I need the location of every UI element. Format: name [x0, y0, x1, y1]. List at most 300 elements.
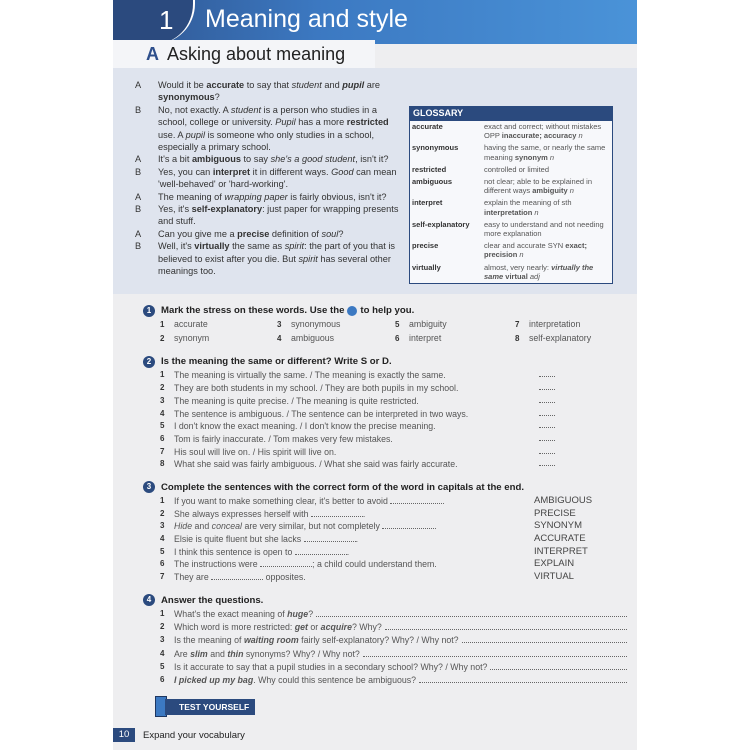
text-run: to say — [240, 154, 271, 165]
dialogue-line — [135, 153, 405, 165]
text-run: exact; precision — [484, 241, 587, 260]
dialogue-line — [135, 79, 405, 104]
exercise-item — [143, 571, 627, 584]
text-run: ambiguity — [532, 186, 568, 196]
word-item — [160, 332, 277, 346]
page-content — [113, 68, 637, 718]
answer-blank[interactable] — [295, 546, 350, 557]
exercise-title: Is the meaning the same or different? Write S or D. — [161, 356, 392, 368]
text-run: huge — [287, 608, 309, 619]
exercise-number: 1 — [143, 305, 155, 317]
item-number: 4 — [277, 333, 282, 343]
text-run: They are — [174, 572, 212, 583]
dialogue-line — [135, 228, 405, 240]
text-run: has several other meanings too. — [158, 253, 391, 277]
answer-blank[interactable] — [539, 369, 555, 377]
exercise-item — [143, 458, 627, 471]
glossary-entry — [410, 262, 612, 283]
word: synonym — [174, 332, 210, 343]
question — [174, 661, 487, 674]
item-number: 3 — [277, 320, 282, 330]
text-run: slim — [190, 648, 208, 659]
text-run: Yes, it's — [158, 204, 192, 215]
text-run: waiting room — [243, 635, 299, 646]
item-number: 1 — [160, 370, 165, 380]
answer-blank[interactable] — [539, 420, 555, 428]
exercise-3 — [143, 480, 627, 584]
sentence-end: . — [362, 508, 366, 519]
sentence — [174, 495, 534, 508]
answer-line[interactable] — [316, 608, 627, 617]
word: interpretation — [529, 319, 581, 330]
sentence — [174, 520, 534, 533]
word-item — [395, 332, 515, 346]
item-number: 4 — [160, 648, 165, 658]
glossary-definition — [484, 263, 610, 281]
item-number: 7 — [515, 320, 520, 330]
answer-line[interactable] — [385, 621, 627, 630]
answer-line[interactable] — [363, 648, 627, 657]
text-run: accurate — [206, 80, 245, 90]
text-run: precise — [237, 228, 270, 239]
text-run: : the part of you that is believed to exist after you die. But — [158, 241, 395, 264]
text-run: What's the exact meaning of — [174, 608, 288, 619]
text-run: explain the meaning of sth — [484, 198, 572, 208]
word-item — [277, 332, 395, 346]
word-item — [395, 318, 515, 332]
answer-blank[interactable] — [539, 433, 555, 441]
answer-line[interactable] — [490, 661, 627, 670]
page-number: 10 — [113, 728, 135, 742]
dialogue-line — [135, 240, 405, 277]
text-run: interpret — [212, 166, 251, 177]
exercise-title: Mark the stress on these words. Use the — [161, 305, 345, 317]
sentence-end: . — [434, 521, 437, 532]
text-run: and — [192, 521, 212, 532]
exercise-item — [143, 634, 627, 647]
capital-word: EXPLAIN — [534, 558, 575, 570]
text-run: I think this sentence is open to — [174, 546, 295, 557]
question — [174, 674, 416, 687]
app-icon — [347, 306, 357, 316]
sentence-end: ; a child could understand them. — [312, 559, 437, 570]
text-run: n — [567, 186, 574, 196]
glossary-definition — [484, 143, 610, 161]
item-number: 5 — [160, 546, 165, 556]
text-run: n — [517, 250, 524, 260]
text-run: Is the meaning of — [174, 635, 244, 646]
sentence-pair: Tom is fairly inaccurate. / Tom makes very few mistakes. — [174, 433, 393, 444]
answer-line[interactable] — [419, 674, 627, 683]
question — [174, 634, 459, 647]
dialogue-line — [135, 166, 405, 191]
exercise-item — [143, 433, 627, 446]
answer-blank[interactable] — [539, 382, 555, 390]
exercise-2 — [143, 354, 627, 471]
sentence-pair: The sentence is ambiguous. / The sentence can be interpreted in two ways. — [174, 408, 469, 419]
glossary-box — [409, 106, 613, 284]
text-run: : just paper for wrapping presents and stuff. — [158, 204, 399, 227]
text-run: ? Why? — [351, 622, 382, 633]
section-letter: A — [146, 44, 159, 64]
text-run: n — [547, 152, 555, 162]
answer-blank[interactable] — [311, 508, 366, 519]
question — [174, 608, 313, 621]
text-run: Hide — [174, 521, 193, 532]
sentence-pair: The meaning is virtually the same. / The meaning is exactly the same. — [174, 370, 446, 381]
text-run: easy to understand and not needing more explanation — [484, 219, 604, 239]
text-run: self-explanatory — [191, 204, 263, 215]
text-run: student — [230, 104, 261, 115]
text-run: soul — [321, 228, 339, 239]
text-run: controlled or limited — [484, 164, 550, 174]
item-number: 6 — [160, 675, 165, 685]
text-run: n — [576, 131, 583, 141]
exercise-item — [143, 369, 627, 382]
text-run: . Why could this sentence be ambiguous? — [253, 675, 417, 686]
dialogue-text — [158, 203, 405, 228]
text-run: Can you give me a — [158, 228, 238, 239]
text-run: synonym — [514, 152, 548, 162]
speaker-label: A — [135, 154, 142, 165]
exercise-item — [143, 408, 627, 421]
sentence-pair: His soul will live on. / His spirit will live on. — [174, 446, 337, 457]
text-run: interpretation — [484, 207, 533, 217]
sentence — [174, 533, 534, 546]
dialogue-line — [135, 104, 405, 154]
text-run: get — [294, 622, 308, 633]
capital-word: PRECISE — [534, 507, 576, 519]
capital-word: AMBIGUOUS — [534, 494, 593, 506]
question — [174, 648, 360, 661]
text-run: Is it accurate to say that a pupil studies in a secondary school? Why? / Why not? — [174, 661, 488, 672]
word-item — [277, 318, 395, 332]
answer-blank[interactable] — [382, 521, 437, 532]
test-yourself — [155, 696, 637, 718]
sentence-pair: They are both students in my school. / They are both pupils in my school. — [174, 383, 459, 394]
text-run: Well, it's — [158, 241, 195, 252]
item-number: 8 — [160, 459, 165, 469]
section-title: Asking about meaning — [167, 44, 346, 64]
exercise-title: Complete the sentences with the correct form of the word in capitals at the end. — [161, 481, 525, 493]
text-run: pupil — [342, 80, 365, 90]
answer-line[interactable] — [462, 634, 627, 643]
exercise-item — [143, 546, 627, 559]
exercise-item — [143, 446, 627, 459]
sentence-end: . — [355, 534, 359, 545]
glossary-definition — [484, 122, 610, 140]
glossary-definition — [484, 177, 610, 195]
item-number: 8 — [515, 333, 520, 343]
glossary-entry — [410, 121, 612, 142]
item-number: 1 — [160, 320, 165, 330]
dialogue — [135, 79, 405, 278]
glossary-title: GLOSSARY — [410, 107, 612, 121]
text-run: not clear; able to be explained in different ways — [484, 177, 592, 196]
exercise-item — [143, 621, 627, 634]
capital-word: VIRTUAL — [534, 571, 574, 583]
glossary-word: interpret — [412, 198, 443, 208]
text-run: The meaning of — [158, 191, 225, 202]
text-run: synonymous — [158, 92, 215, 103]
text-run: adj — [527, 271, 540, 281]
glossary-definition — [484, 220, 610, 238]
answer-blank[interactable] — [304, 534, 359, 545]
speaker-label: A — [135, 191, 142, 202]
exercise-4 — [143, 593, 627, 688]
text-run: virtual — [503, 271, 528, 281]
dialogue-text — [158, 228, 343, 240]
glossary-entry — [410, 164, 612, 176]
glossary-definition — [484, 198, 610, 216]
item-number: 2 — [160, 622, 165, 632]
text-run: If you want to make something clear, it's better to avoid — [174, 495, 391, 506]
glossary-word: restricted — [412, 164, 447, 174]
word-item — [515, 318, 625, 332]
text-run: ? — [338, 228, 344, 239]
answer-blank[interactable] — [260, 559, 312, 567]
word: ambiguity — [409, 319, 447, 330]
text-run: definition of — [269, 228, 322, 239]
item-number: 2 — [160, 383, 165, 393]
dialogue-text — [158, 104, 405, 154]
capital-word: INTERPRET — [534, 545, 588, 557]
text-run: she's a good student — [270, 154, 356, 165]
glossary-entry — [410, 240, 612, 261]
item-number: 5 — [160, 661, 165, 671]
sentence — [174, 508, 534, 521]
text-run: synonyms? Why? / Why not? — [243, 648, 360, 659]
text-run: has a more — [295, 117, 347, 128]
text-run: and — [207, 648, 228, 659]
capital-word: SYNONYM — [534, 520, 583, 532]
item-number: 6 — [160, 433, 165, 443]
unit-header — [113, 0, 637, 44]
text-run: are — [364, 80, 381, 90]
item-number: 4 — [160, 408, 165, 418]
text-run: Pupil — [275, 117, 296, 128]
unit-title: Meaning and style — [205, 5, 408, 33]
exercise-item — [143, 508, 627, 521]
text-run: are very similar, but not completely — [242, 521, 383, 532]
word: accurate — [174, 319, 208, 330]
answer-blank[interactable] — [539, 458, 555, 466]
glossary-entry — [410, 176, 612, 197]
text-run: ? — [308, 608, 314, 619]
dialogue-line — [135, 203, 405, 228]
exercise-item — [143, 395, 627, 408]
item-number: 7 — [160, 572, 165, 582]
text-run: Elsie is quite fluent but she lacks — [174, 534, 304, 545]
word-list — [143, 318, 627, 345]
item-number: 1 — [160, 608, 165, 618]
unit-number-tab — [113, 0, 195, 44]
exercise-title: Answer the questions. — [161, 594, 264, 606]
glossary-definition — [484, 241, 610, 259]
text-run: ? — [214, 92, 220, 103]
text-run: and — [321, 80, 343, 90]
glossary-word: accurate — [412, 122, 443, 131]
item-number: 2 — [160, 333, 165, 343]
dialogue-text — [158, 240, 405, 277]
unit-number: 1 — [159, 5, 174, 35]
sentence-pair: What she said was fairly ambiguous. / What she said was fairly accurate. — [174, 459, 458, 470]
book-title: Expand your vocabulary — [143, 729, 245, 741]
item-number: 3 — [160, 635, 165, 645]
speaker-label: B — [135, 166, 142, 177]
text-run: Would it be — [158, 80, 207, 90]
glossary-definition — [484, 165, 610, 174]
page-footer — [113, 728, 245, 742]
text-run: conceal — [211, 521, 242, 532]
exercise-item — [143, 533, 627, 546]
exercise-item — [143, 495, 627, 508]
answer-blank[interactable] — [539, 408, 555, 416]
sentence-pair: The meaning is quite precise. / The meaning is quite restricted. — [174, 395, 419, 406]
text-run: exact and correct; without mistakes OPP — [484, 122, 602, 141]
speaker-label: A — [135, 80, 142, 90]
exercise-item — [143, 674, 627, 687]
text-run: I picked up my bag — [174, 675, 254, 686]
text-run: can mean 'well-behaved' or 'hard-working'. — [158, 166, 397, 190]
item-number: 7 — [160, 446, 165, 456]
word-item — [515, 332, 625, 346]
exercise-1 — [143, 303, 627, 345]
exercise-item — [143, 520, 627, 533]
speaker-label: A — [135, 228, 142, 239]
text-run: wrapping paper — [224, 191, 288, 202]
speaker-label: B — [135, 241, 142, 252]
item-number: 3 — [160, 521, 165, 531]
text-run: having the same, or nearly the same meaning — [484, 143, 606, 162]
glossary-word: ambiguous — [412, 177, 453, 187]
exercise-number: 4 — [143, 594, 155, 606]
text-run: or — [307, 622, 321, 633]
exercise-item — [143, 661, 627, 674]
glossary-entry — [410, 219, 612, 240]
exercise-items — [143, 369, 627, 471]
word: interpret — [409, 332, 442, 343]
answer-blank[interactable] — [539, 446, 555, 454]
glossary-word: self-explanatory — [412, 219, 470, 229]
speaker-label: B — [135, 104, 142, 115]
capital-word: ACCURATE — [534, 533, 586, 545]
exercise-item — [143, 382, 627, 395]
text-run: is fairly obvious, isn't it? — [287, 191, 387, 202]
item-number: 6 — [160, 559, 165, 569]
text-run: virtually the same — [484, 262, 594, 281]
glossary-word: virtually — [412, 262, 441, 272]
text-run: inaccurate; accuracy — [501, 131, 577, 141]
item-number: 4 — [160, 534, 165, 544]
text-run: No, not exactly. A — [158, 104, 231, 115]
text-run: it in different ways. — [250, 166, 332, 177]
glossary-entry — [410, 197, 612, 218]
item-number: 3 — [160, 395, 165, 405]
text-run: clear and accurate SYN — [484, 241, 566, 251]
item-number: 2 — [160, 508, 165, 518]
exercise-title-end: to help you. — [360, 305, 415, 317]
text-run: almost, very nearly: — [484, 262, 552, 272]
word: ambiguous — [291, 332, 335, 343]
textbook-page — [113, 0, 637, 750]
exercise-number: 2 — [143, 356, 155, 368]
text-run: She always expresses herself with — [174, 508, 311, 519]
text-run: pupil — [185, 129, 206, 140]
sentence-end: . — [346, 546, 350, 557]
answer-blank[interactable] — [390, 495, 445, 506]
answer-blank[interactable] — [539, 395, 555, 403]
exercise-item — [143, 648, 627, 661]
word: synonymous — [291, 319, 341, 330]
dialogue-text — [158, 191, 387, 203]
text-run: thin — [227, 648, 244, 659]
exercise-number: 3 — [143, 481, 155, 493]
text-run: is a person who studies in a school, college or university. — [158, 104, 377, 128]
section-heading — [113, 40, 375, 68]
exercise-items — [143, 495, 627, 584]
dialogue-panel — [113, 68, 637, 294]
text-run: spirit — [298, 253, 318, 264]
word-item — [160, 318, 277, 332]
text-run: , isn't it? — [355, 154, 389, 165]
speaker-label: B — [135, 204, 142, 215]
text-run: The instructions were — [174, 559, 261, 570]
text-run: fairly self-explanatory? Why? / Why not? — [298, 635, 459, 646]
item-number: 6 — [395, 333, 400, 343]
dialogue-text — [158, 79, 405, 104]
text-run: It's a bit — [158, 154, 192, 165]
glossary-word: synonymous — [412, 143, 459, 153]
text-run: Good — [331, 166, 354, 177]
text-run: to say that — [244, 80, 292, 90]
text-run: student — [291, 80, 322, 90]
item-number: 5 — [160, 421, 165, 431]
item-number: 1 — [160, 495, 165, 505]
sentence — [174, 571, 534, 584]
text-run: the same as — [229, 241, 285, 252]
sentence-end: opposites. — [263, 572, 306, 583]
sentence — [174, 546, 534, 559]
answer-blank[interactable] — [211, 572, 263, 580]
text-run: n — [532, 207, 539, 217]
text-run: ambiguous — [191, 154, 241, 165]
glossary-entry — [410, 142, 612, 163]
exercise-items — [143, 608, 627, 688]
text-run: acquire — [320, 622, 352, 633]
test-yourself-button[interactable]: TEST YOURSELF — [165, 699, 255, 715]
text-run: Yes, you can — [158, 166, 213, 177]
exercise-item — [143, 558, 627, 571]
text-run: restricted — [346, 117, 389, 128]
text-run: Which word is more restricted: — [174, 622, 295, 633]
exercise-item — [143, 420, 627, 433]
text-run: use. A — [158, 129, 186, 140]
glossary-word: precise — [412, 241, 439, 251]
exercise-item — [143, 608, 627, 621]
text-run: virtually — [194, 241, 230, 252]
dialogue-text — [158, 166, 405, 191]
text-run: spirit — [284, 241, 305, 252]
question — [174, 621, 382, 634]
text-run: is someone who only studies in a school, especially a primary school. — [158, 129, 375, 153]
text-run: Are — [174, 648, 191, 659]
sentence-end: . — [442, 495, 445, 506]
glossary-entries — [410, 121, 612, 283]
word: self-explanatory — [529, 332, 592, 343]
sentence — [174, 558, 534, 571]
sentence-pair: I don't know the exact meaning. / I don't know the precise meaning. — [174, 421, 436, 432]
